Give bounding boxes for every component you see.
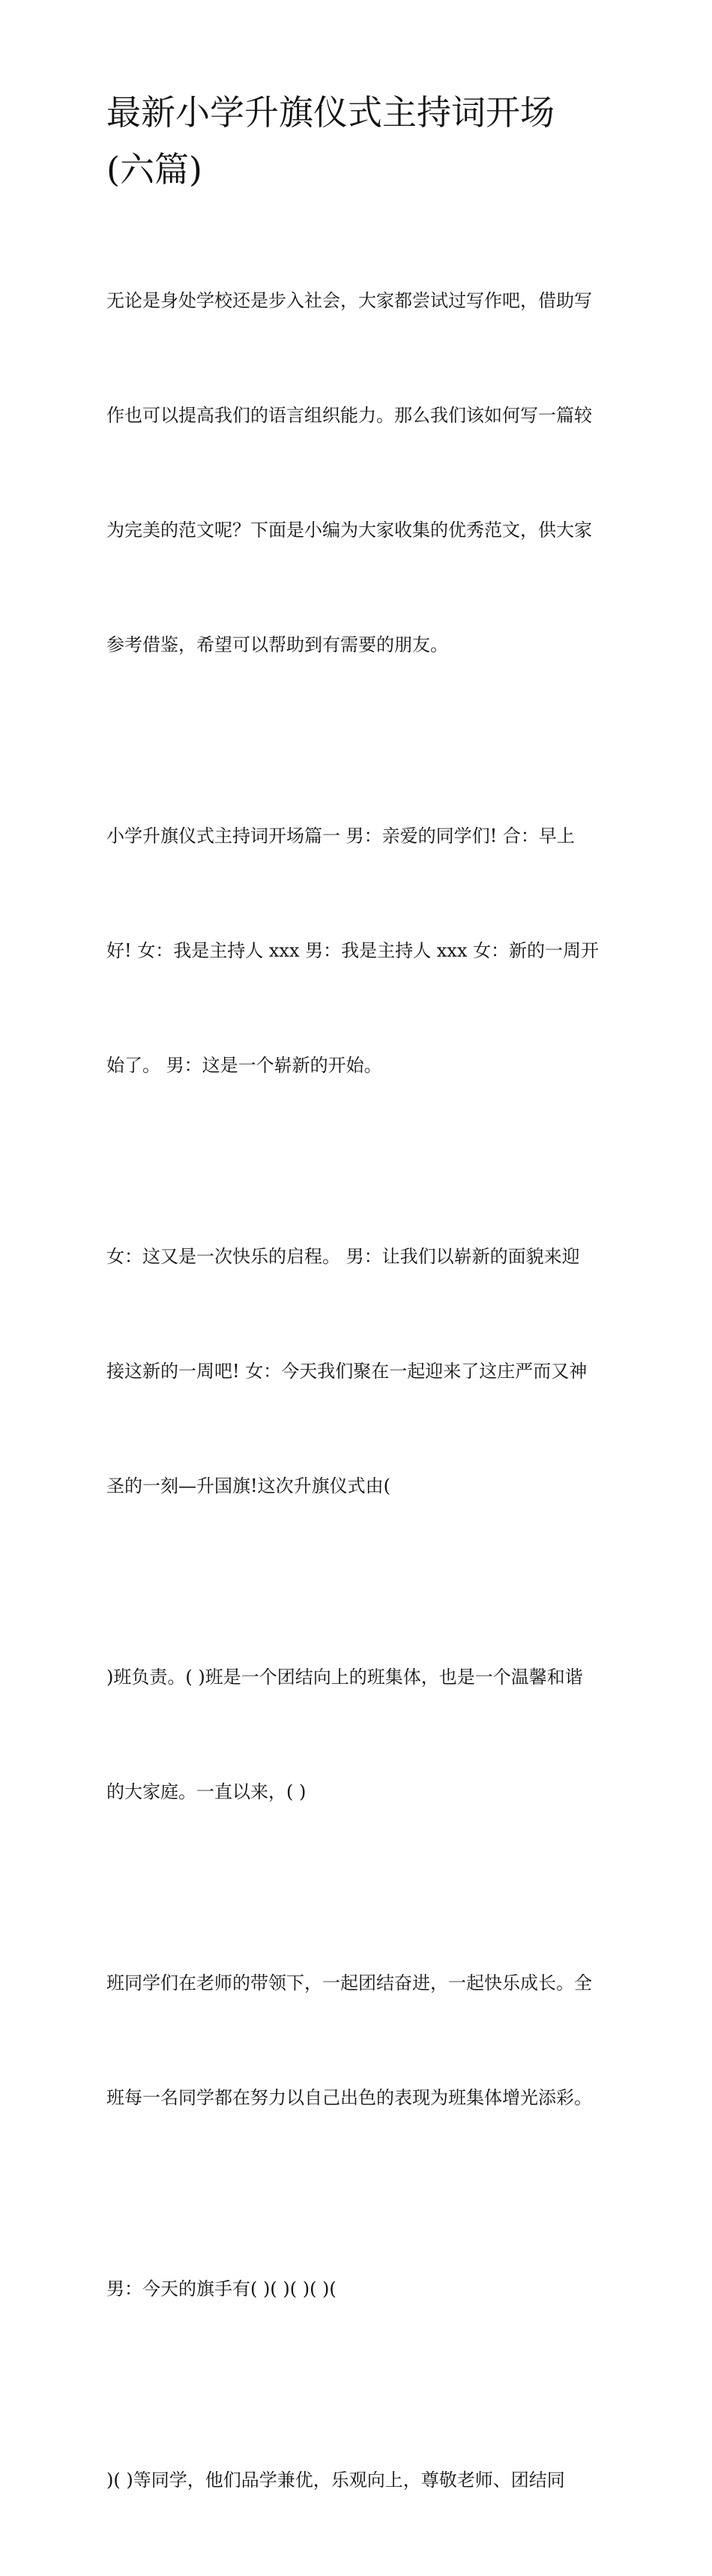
- text-line: )班负责。( )班是一个团结向上的班集体，也是一个温馨和谐: [106, 1667, 583, 1688]
- body-paragraph: [106, 741, 616, 1161]
- text-line: 班每一名同学都在努力以自己出色的表现为班集体增光添彩。: [106, 2087, 592, 2108]
- title-line: 最新小学升旗仪式主持词开场: [106, 92, 555, 133]
- text-line: 无论是身处学校还是步入社会，大家都尝试过写作吧，借助写: [106, 290, 592, 311]
- text-line: 接这新的一周吧! 女：今天我们聚在一起迎来了这庄严而又神: [106, 1361, 588, 1382]
- title-line: (六篇): [106, 149, 202, 190]
- text-line: 参考借鉴，希望可以帮助到有需要的朋友。: [106, 634, 448, 655]
- intro-paragraph: [106, 205, 616, 741]
- document-title: [106, 84, 616, 198]
- text-line: 为完美的范文呢？下面是小编为大家收集的优秀范文，供大家: [106, 520, 592, 541]
- text-line: )( )等同学，他们品学兼优，乐观向上，尊敬老师、团结同: [106, 2470, 565, 2491]
- text-line: 男：今天的旗手有( )( )( )( )(: [106, 2278, 337, 2299]
- text-line: 作也可以提高我们的语言组织能力。那么我们该如何写一篇较: [106, 405, 592, 426]
- body-paragraph: [106, 2194, 616, 2385]
- text-line: 女：这又是一次快乐的启程。 男：让我们以崭新的面貌来迎: [106, 1246, 580, 1267]
- text-line: 圣的一刻—升国旗!这次升旗仪式由(: [106, 1475, 391, 1496]
- body-paragraph: [106, 2385, 616, 2576]
- text-line: 的大家庭。一直以来，( ): [106, 1781, 307, 1802]
- text-line: 小学升旗仪式主持词开场篇一 男：亲爱的同学们! 合：早上: [106, 825, 575, 846]
- body-paragraph: [106, 1582, 616, 1888]
- text-line: 班同学们在老师的带领下，一起团结奋进，一起快乐成长。全: [106, 1972, 592, 1993]
- document-page: [106, 84, 616, 2576]
- text-line: 好! 女：我是主持人 xxx 男：我是主持人 xxx 女：新的一周开: [106, 940, 599, 961]
- body-paragraph: [106, 1888, 616, 2194]
- body-paragraph: [106, 1161, 616, 1582]
- text-line: 始了。 男：这是一个崭新的开始。: [106, 1055, 382, 1076]
